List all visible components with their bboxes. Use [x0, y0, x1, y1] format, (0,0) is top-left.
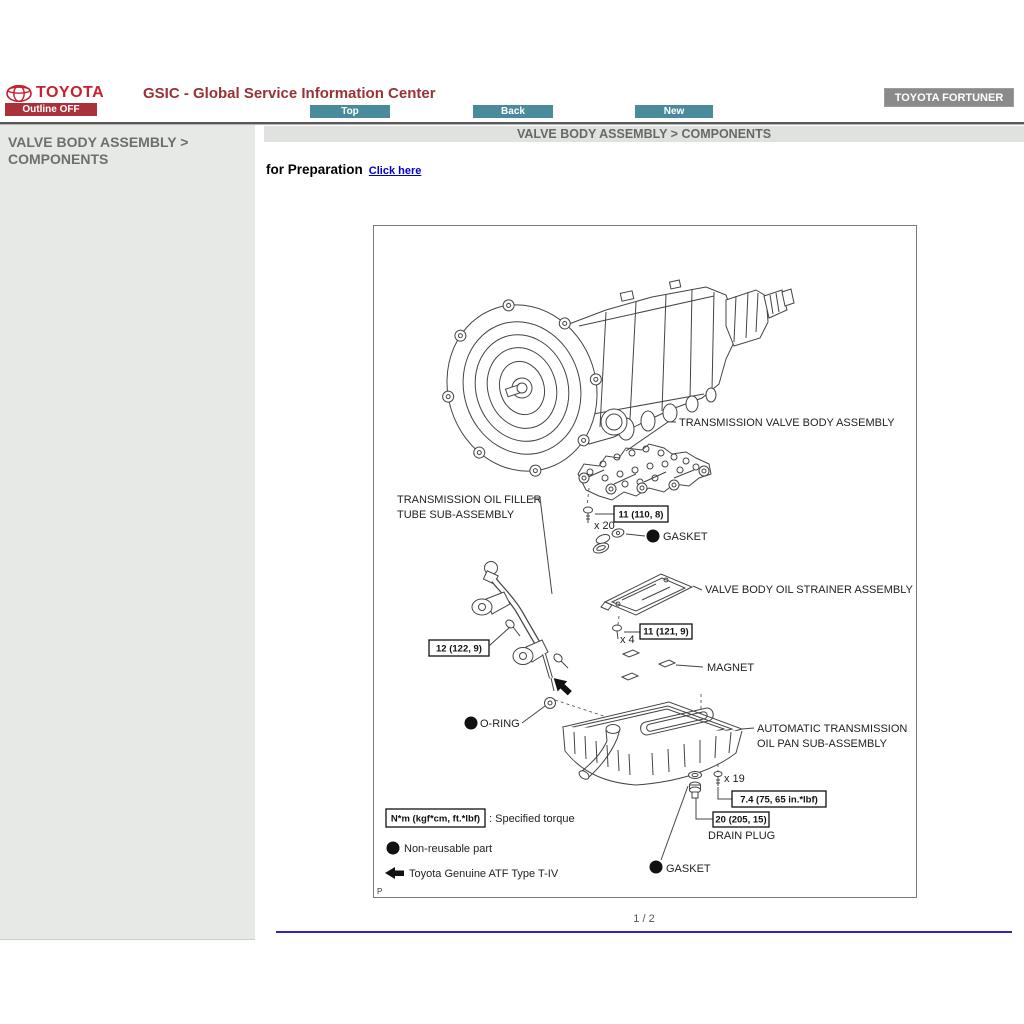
new-button[interactable]: New: [635, 105, 713, 118]
valve-body-bolt-icon: [584, 507, 593, 523]
non-reusable-dot: [650, 861, 663, 874]
oil-pan-label-2: OIL PAN SUB-ASSEMBLY: [757, 738, 888, 750]
valve-body-drawing: [578, 444, 711, 500]
upper-gasket-label: GASKET: [663, 531, 708, 543]
preparation-label: for Preparation: [266, 162, 363, 177]
pan-side-bolt-icon: [552, 652, 568, 668]
components-diagram: [374, 226, 916, 897]
oil-pan-label-1: AUTOMATIC TRANSMISSION: [757, 723, 908, 735]
non-reusable-dot: [647, 530, 660, 543]
pan-bolt-icon: [714, 772, 722, 787]
page-title: GSIC - Global Service Information Center: [143, 85, 436, 102]
sidebar: [0, 125, 255, 940]
valve-body-label: TRANSMISSION VALVE BODY ASSEMBLY: [679, 417, 895, 429]
sidebar-title: VALVE BODY ASSEMBLY > COMPONENTS: [8, 134, 189, 167]
vehicle-model-badge: TOYOTA FORTUNER: [884, 88, 1014, 107]
magnet-parts: [622, 650, 675, 680]
preparation-row: [266, 162, 421, 177]
brand-text: TOYOTA: [36, 84, 105, 101]
back-button[interactable]: Back: [473, 105, 553, 118]
non-reusable-label: Non-reusable part: [404, 843, 493, 855]
valve-body-bolt-count: x 20: [594, 520, 615, 532]
pan-bolt-count: x 19: [724, 773, 745, 785]
valve-body-torque: 11 (110, 8): [618, 509, 664, 521]
torque-desc: : Specified torque: [489, 813, 575, 825]
toyota-logo: [6, 84, 104, 102]
toyota-emblem-icon: [6, 85, 32, 102]
pan-torque: 7.4 (75, 65 in.*lbf): [740, 794, 818, 806]
o-ring-part: [545, 698, 556, 709]
filler-tube-leader: [532, 498, 552, 594]
components-figure-frame: [373, 225, 917, 898]
o-ring-label: O-RING: [480, 718, 520, 730]
outline-toggle-button[interactable]: Outline OFF: [5, 103, 97, 116]
filler-tube-drawing: [472, 562, 568, 692]
filler-tube-torque: 12 (122, 9): [436, 643, 482, 655]
atf-label: Toyota Genuine ATF Type T-IV: [409, 868, 559, 880]
filler-tube-label-2: TUBE SUB-ASSEMBLY: [397, 509, 515, 521]
preparation-click-here-link[interactable]: Click here: [368, 165, 422, 177]
strainer-torque: 11 (121, 9): [643, 626, 689, 638]
non-reusable-dot: [465, 717, 478, 730]
magnet-label: MAGNET: [707, 662, 755, 674]
drain-plug-label: DRAIN PLUG: [708, 830, 776, 842]
legend: [385, 809, 575, 880]
lower-gasket-label: GASKET: [666, 863, 711, 875]
filler-tube-bolt-icon: [504, 618, 520, 636]
page-indicator: 1 / 2: [633, 913, 655, 925]
top-button[interactable]: Top: [310, 105, 390, 118]
footer-divider: [276, 931, 1012, 933]
figure-page-marker: P: [377, 887, 383, 896]
strainer-label: VALVE BODY OIL STRAINER ASSEMBLY: [705, 584, 913, 596]
drain-plug-parts: [689, 772, 702, 799]
drain-plug-torque: 20 (205, 15): [715, 814, 767, 826]
torque-symbol: N*m (kgf*cm, ft.*lbf): [390, 813, 481, 825]
filler-tube-label-1: TRANSMISSION OIL FILLER: [397, 494, 542, 506]
oil-strainer-drawing: [601, 574, 692, 615]
atf-arrow-icon: [385, 867, 404, 879]
content-heading: VALVE BODY ASSEMBLY > COMPONENTS: [264, 126, 1024, 142]
non-reusable-dot: [387, 842, 400, 855]
strainer-bolt-count: x 4: [620, 634, 635, 646]
